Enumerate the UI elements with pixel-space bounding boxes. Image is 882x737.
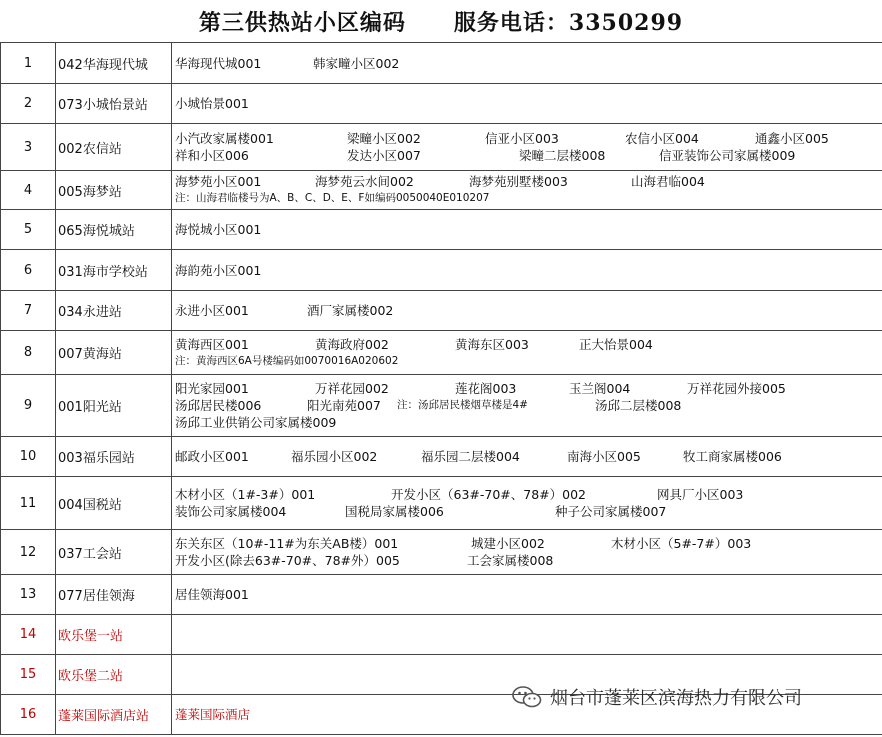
code-line	[175, 586, 882, 603]
station-name: 004国税站	[56, 477, 172, 530]
community-code: 通鑫小区005	[755, 131, 829, 146]
community-codes-cell	[172, 331, 882, 375]
community-code: 海梦苑云水间002	[315, 174, 414, 189]
community-code: 汤邱二层楼008	[595, 398, 682, 413]
table-row	[1, 291, 882, 331]
community-codes-cell	[172, 291, 882, 331]
row-number: 13	[1, 575, 56, 615]
row-number: 4	[1, 171, 56, 210]
code-line	[175, 414, 882, 431]
code-line	[175, 535, 882, 552]
row-number: 11	[1, 477, 56, 530]
station-name: 037工会站	[56, 530, 172, 575]
community-code: 韩家疃小区002	[313, 55, 400, 71]
row-number: 3	[1, 124, 56, 171]
station-name: 001阳光站	[56, 375, 172, 437]
community-code: 网具厂小区003	[657, 487, 744, 502]
community-code: 海梦苑别墅楼003	[469, 174, 568, 189]
row-number: 15	[1, 655, 56, 695]
community-code: 莲花阁003	[455, 381, 517, 396]
wechat-icon	[512, 685, 542, 709]
community-code: 海悦城小区001	[175, 222, 262, 237]
community-code: 酒厂家属楼002	[307, 303, 394, 318]
row-number: 2	[1, 84, 56, 124]
station-name: 077居佳领海	[56, 575, 172, 615]
code-line	[175, 353, 882, 370]
code-line	[175, 336, 882, 353]
community-code: 工会家属楼008	[467, 553, 554, 568]
community-code: 汤邱居民楼006	[175, 398, 262, 413]
community-code: 信亚小区003	[485, 131, 559, 146]
community-codes-cell	[172, 530, 882, 575]
community-code: 木材小区（5#-7#）003	[611, 536, 752, 551]
code-note: 注：山海君临楼号为A、B、C、D、E、F如编码0050040E010207	[175, 192, 490, 204]
row-number: 12	[1, 530, 56, 575]
station-name: 蓬莱国际酒店站	[56, 695, 172, 735]
station-name: 002农信站	[56, 124, 172, 171]
title-station: 第三供热站小区编码	[198, 9, 406, 36]
community-code: 阳光南苑007	[307, 398, 381, 413]
community-codes-cell	[172, 375, 882, 437]
station-name: 003福乐园站	[56, 437, 172, 477]
community-code: 万祥花园002	[315, 381, 389, 396]
table-row	[1, 124, 882, 171]
community-code: 山海君临004	[631, 174, 705, 189]
community-code-table	[0, 42, 882, 735]
title-phone: 服务电话：3350299	[453, 9, 684, 36]
table-row	[1, 250, 882, 291]
code-line	[175, 380, 882, 397]
code-line	[175, 190, 882, 207]
code-line	[175, 302, 882, 319]
table-row	[1, 331, 882, 375]
community-codes-cell	[172, 250, 882, 291]
community-code: 黄海东区003	[455, 336, 529, 352]
code-note: 注：黄海西区6A号楼编码如0070016A020602	[175, 354, 399, 367]
table-row	[1, 530, 882, 575]
station-name: 欧乐堡二站	[56, 655, 172, 695]
community-code: 梁疃二层楼008	[519, 148, 606, 163]
community-codes-cell	[172, 84, 882, 124]
community-codes-cell	[172, 171, 882, 210]
community-code: 东关东区（10#-11#为东关AB楼）001	[175, 536, 399, 551]
page-title	[199, 6, 683, 37]
community-code: 阳光家园001	[175, 381, 249, 396]
community-code: 黄海西区001	[175, 336, 249, 352]
community-code: 华海现代城001	[175, 55, 262, 71]
station-name: 005海梦站	[56, 171, 172, 210]
community-codes-cell	[172, 615, 882, 655]
code-line	[175, 503, 882, 520]
table-row	[1, 210, 882, 250]
community-code: 海韵苑小区001	[175, 262, 262, 278]
code-line	[175, 221, 882, 238]
table-row	[1, 437, 882, 477]
table-row	[1, 575, 882, 615]
table-row	[1, 477, 882, 530]
community-code: 城建小区002	[471, 536, 545, 551]
community-codes-cell	[172, 575, 882, 615]
community-code: 福乐园二层楼004	[421, 449, 520, 464]
row-number: 8	[1, 331, 56, 375]
community-code: 牧工商家属楼006	[683, 449, 782, 464]
watermark	[512, 684, 802, 710]
row-number: 6	[1, 250, 56, 291]
community-code: 正大怡景004	[579, 336, 653, 352]
community-code: 木材小区（1#-3#）001	[175, 487, 316, 502]
community-code: 邮政小区001	[175, 449, 249, 464]
code-line	[175, 173, 882, 190]
community-codes-cell	[172, 43, 882, 84]
community-code: 福乐园小区002	[291, 449, 378, 464]
community-code: 黄海政府002	[315, 336, 389, 352]
community-code: 梁疃小区002	[347, 131, 421, 146]
row-number: 16	[1, 695, 56, 735]
station-name: 073小城怡景站	[56, 84, 172, 124]
code-note: 注：汤邱居民楼烟草楼是4#	[397, 399, 528, 411]
table-row	[1, 43, 882, 84]
community-code: 玉兰阁004	[569, 381, 631, 396]
code-line	[175, 262, 882, 279]
code-line	[175, 55, 882, 72]
table-row	[1, 615, 882, 655]
code-line	[175, 448, 882, 465]
community-code: 海梦苑小区001	[175, 174, 262, 189]
row-number: 1	[1, 43, 56, 84]
community-code: 装饰公司家属楼004	[175, 504, 287, 519]
community-code: 发达小区007	[347, 148, 421, 163]
community-code: 开发小区（63#-70#、78#）002	[391, 487, 587, 502]
community-code: 农信小区004	[625, 131, 699, 146]
code-line	[175, 397, 882, 414]
table-row	[1, 171, 882, 210]
station-name: 034永进站	[56, 291, 172, 331]
row-number: 9	[1, 375, 56, 437]
watermark-text: 烟台市蓬莱区滨海热力有限公司	[550, 688, 802, 709]
community-codes-cell	[172, 477, 882, 530]
community-code: 汤邱工业供销公司家属楼009	[175, 415, 337, 430]
community-code: 种子公司家属楼007	[555, 504, 667, 519]
table-row	[1, 84, 882, 124]
row-number: 5	[1, 210, 56, 250]
code-line	[175, 130, 882, 147]
community-code: 小城怡景001	[175, 96, 249, 111]
table-row	[1, 375, 882, 437]
title-bar	[0, 0, 882, 42]
community-codes-cell	[172, 210, 882, 250]
community-codes-cell	[172, 124, 882, 171]
row-number: 10	[1, 437, 56, 477]
station-name: 042华海现代城	[56, 43, 172, 84]
code-line	[175, 147, 882, 164]
community-code: 居佳领海001	[175, 587, 249, 602]
community-code: 小汽改家属楼001	[175, 131, 274, 146]
community-code: 开发小区(除去63#-70#、78#外）005	[175, 553, 400, 568]
community-code: 万祥花园外接005	[687, 381, 786, 396]
row-number: 7	[1, 291, 56, 331]
community-code: 国税局家属楼006	[345, 504, 444, 519]
community-code: 祥和小区006	[175, 148, 249, 163]
code-line	[175, 486, 882, 503]
community-code: 蓬莱国际酒店	[175, 707, 251, 722]
community-code: 永进小区001	[175, 303, 249, 318]
community-code: 信亚装饰公司家属楼009	[659, 148, 796, 163]
community-codes-cell	[172, 437, 882, 477]
community-code: 南海小区005	[567, 449, 641, 464]
code-line	[175, 552, 882, 569]
station-name: 欧乐堡一站	[56, 615, 172, 655]
row-number: 14	[1, 615, 56, 655]
station-name: 031海市学校站	[56, 250, 172, 291]
code-line	[175, 95, 882, 112]
station-name: 065海悦城站	[56, 210, 172, 250]
station-name: 007黄海站	[56, 331, 172, 375]
